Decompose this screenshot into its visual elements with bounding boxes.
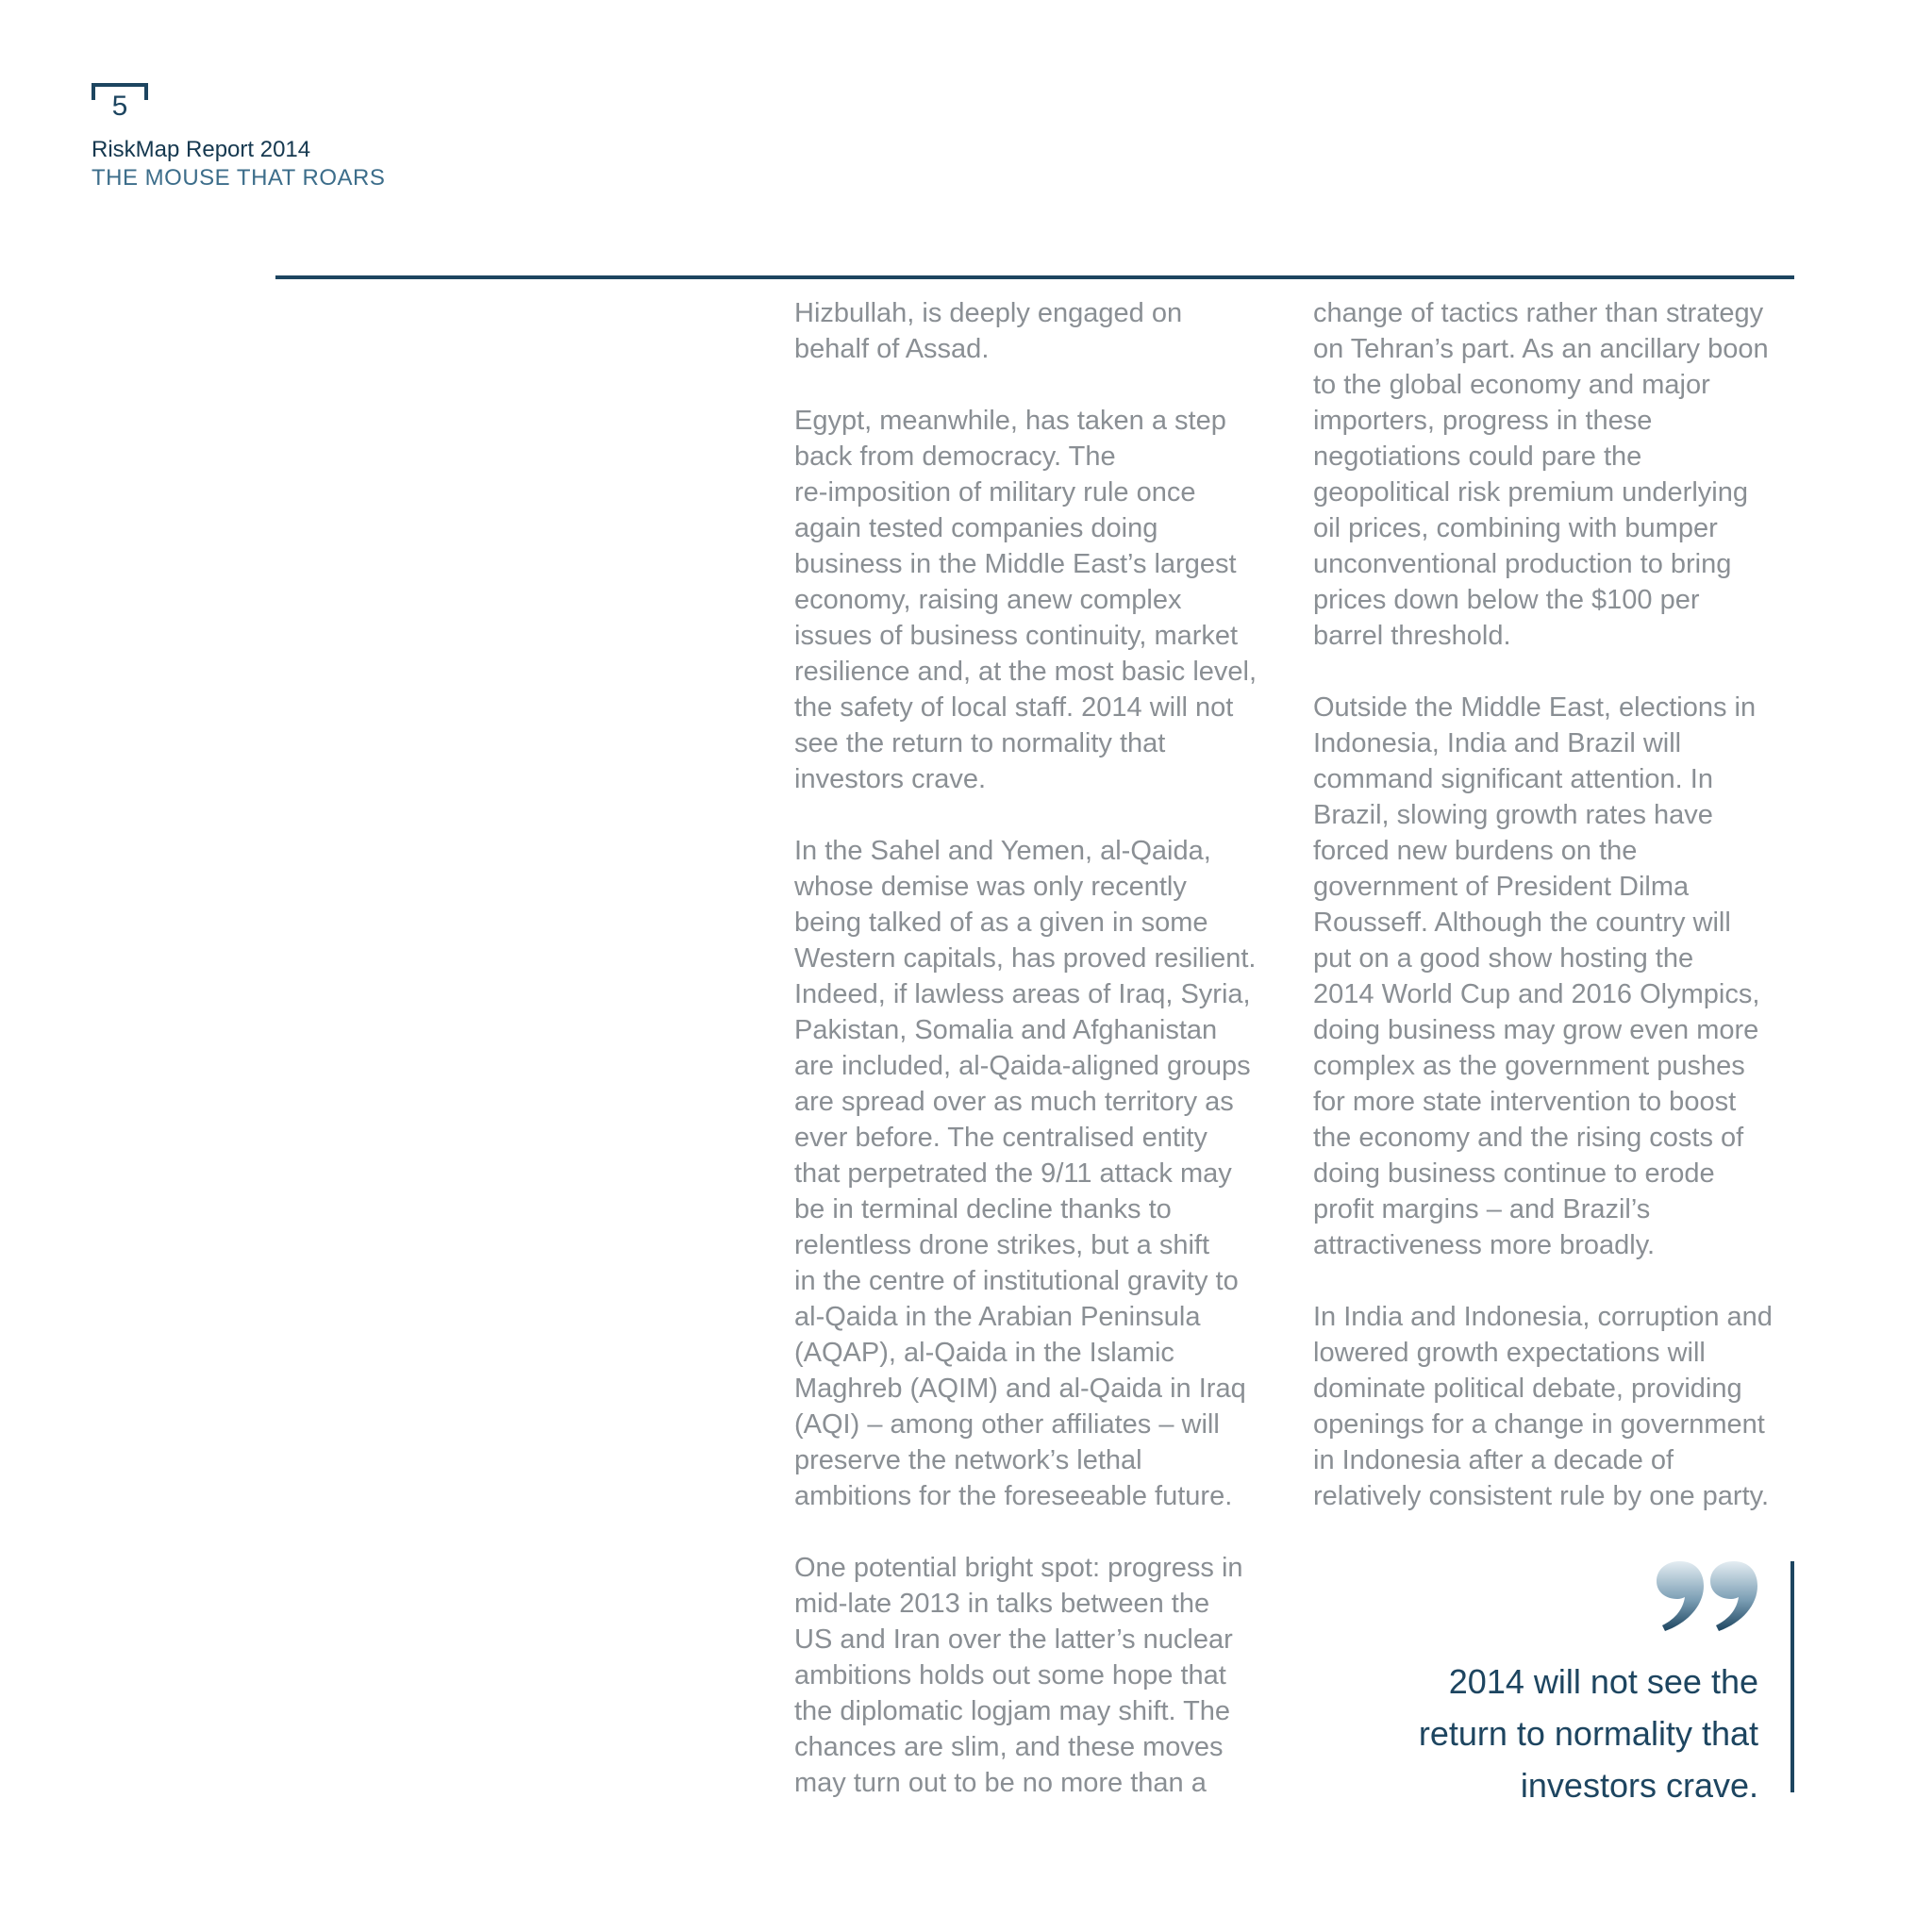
text-line: Western capitals, has proved resilient. — [794, 943, 1257, 974]
text-line: change of tactics rather than strategy — [1313, 298, 1764, 328]
text-line: whose demise was only recently — [794, 872, 1187, 902]
text-line: profit margins – and Brazil’s — [1313, 1194, 1651, 1224]
pull-quote-text — [1419, 1656, 1758, 1811]
text-line: resilience and, at the most basic level, — [794, 657, 1257, 687]
text-line: business in the Middle East’s largest — [794, 549, 1237, 579]
text-line: US and Iran over the latter’s nuclear — [794, 1624, 1233, 1655]
text-line: are spread over as much territory as — [794, 1087, 1234, 1117]
pull-quote-line: return to normality that — [1418, 1714, 1758, 1753]
pull-quote — [1358, 1561, 1794, 1805]
text-line: are included, al-Qaida-aligned groups — [794, 1051, 1251, 1081]
text-line: importers, progress in these — [1313, 406, 1653, 436]
text-line: doing business may grow even more — [1313, 1015, 1759, 1045]
text-line: economy, raising anew complex — [794, 585, 1182, 615]
text-line: behalf of Assad. — [794, 334, 990, 364]
text-line: complex as the government pushes — [1313, 1051, 1745, 1081]
text-line: In the Sahel and Yemen, al-Qaida, — [794, 836, 1211, 866]
text-line: (AQI) – among other affiliates – will — [794, 1409, 1220, 1440]
text-line: doing business continue to erode — [1313, 1158, 1715, 1189]
text-line: Brazil, slowing growth rates have — [1313, 800, 1713, 830]
text-line: government of President Dilma — [1313, 872, 1690, 902]
text-line: (AQAP), al-Qaida in the Islamic — [794, 1338, 1174, 1368]
text-line: lowered growth expectations will — [1313, 1338, 1706, 1368]
page-number-marker — [92, 83, 148, 123]
text-line: relatively consistent rule by one party. — [1313, 1481, 1770, 1511]
text-line: Outside the Middle East, elections in — [1313, 692, 1757, 723]
text-line: to the global economy and major — [1313, 370, 1710, 400]
paragraph — [794, 833, 1285, 1514]
text-line: in the centre of institutional gravity to — [794, 1266, 1239, 1296]
text-line: the safety of local staff. 2014 will not — [794, 692, 1234, 723]
text-line: the economy and the rising costs of — [1313, 1123, 1744, 1153]
text-line: re-imposition of military rule once — [794, 477, 1196, 508]
text-line: unconventional production to bring — [1313, 549, 1732, 579]
text-line: Rousseff. Although the country will — [1313, 908, 1731, 938]
closing-quote-icon — [1655, 1561, 1758, 1631]
text-line: Indeed, if lawless areas of Iraq, Syria, — [794, 979, 1251, 1009]
text-line: command significant attention. In — [1313, 764, 1713, 794]
report-subtitle: THE MOUSE THAT ROARS — [92, 165, 386, 191]
page-number: 5 — [111, 91, 128, 122]
text-line: forced new burdens on the — [1313, 836, 1638, 866]
text-line: oil prices, combining with bumper — [1313, 513, 1718, 543]
text-line: relentless drone strikes, but a shift — [794, 1230, 1210, 1260]
text-line: barrel threshold. — [1313, 621, 1511, 651]
text-line: put on a good show hosting the — [1313, 943, 1694, 974]
text-line: that perpetrated the 9/11 attack may — [794, 1158, 1232, 1189]
text-line: negotiations could pare the — [1313, 441, 1642, 472]
text-line: issues of business continuity, market — [794, 621, 1239, 651]
text-line: One potential bright spot: progress in — [794, 1553, 1243, 1583]
paragraph — [794, 403, 1285, 797]
text-line: geopolitical risk premium underlying — [1313, 477, 1748, 508]
text-line: al-Qaida in the Arabian Peninsula — [794, 1302, 1201, 1332]
text-line: prices down below the $100 per — [1313, 585, 1700, 615]
text-line: In India and Indonesia, corruption and — [1313, 1302, 1773, 1332]
body-column-right — [1313, 295, 1804, 1550]
text-line: ambitions holds out some hope that — [794, 1660, 1226, 1690]
text-line: ambitions for the foreseeable future. — [794, 1481, 1233, 1511]
text-line: 2014 World Cup and 2016 Olympics, — [1313, 979, 1760, 1009]
text-line: Indonesia, India and Brazil will — [1313, 728, 1682, 758]
text-line: openings for a change in government — [1313, 1409, 1765, 1440]
text-line: being talked of as a given in some — [794, 908, 1208, 938]
text-line: ever before. The centralised entity — [794, 1123, 1208, 1153]
pull-quote-line: 2014 will not see the — [1448, 1662, 1758, 1701]
text-line: be in terminal decline thanks to — [794, 1194, 1172, 1224]
text-line: for more state intervention to boost — [1313, 1087, 1737, 1117]
pull-quote-line: investors crave. — [1520, 1766, 1758, 1805]
text-line: dominate political debate, providing — [1313, 1374, 1742, 1404]
text-line: Pakistan, Somalia and Afghanistan — [794, 1015, 1218, 1045]
text-line: attractiveness more broadly. — [1313, 1230, 1656, 1260]
paragraph — [1313, 1299, 1804, 1514]
text-line: mid-late 2013 in talks between the — [794, 1589, 1210, 1619]
paragraph — [1313, 295, 1804, 654]
text-line: back from democracy. The — [794, 441, 1116, 472]
body-column-left — [794, 295, 1285, 1837]
text-line: Maghreb (AQIM) and al-Qaida in Iraq — [794, 1374, 1246, 1404]
text-line: may turn out to be no more than a — [794, 1768, 1207, 1798]
text-line: chances are slim, and these moves — [794, 1732, 1224, 1762]
paragraph — [794, 295, 1285, 367]
paragraph — [1313, 690, 1804, 1263]
pull-quote-bar — [1790, 1561, 1794, 1792]
text-line: preserve the network’s lethal — [794, 1445, 1142, 1475]
text-line: see the return to normality that — [794, 728, 1166, 758]
paragraph — [794, 1550, 1285, 1801]
text-line: again tested companies doing — [794, 513, 1158, 543]
text-line: investors crave. — [794, 764, 987, 794]
text-line: Egypt, meanwhile, has taken a step — [794, 406, 1226, 436]
text-line: on Tehran’s part. As an ancillary boon — [1313, 334, 1769, 364]
text-line: Hizbullah, is deeply engaged on — [794, 298, 1183, 328]
text-line: in Indonesia after a decade of — [1313, 1445, 1674, 1475]
report-title: RiskMap Report 2014 — [92, 137, 311, 162]
header-rule — [275, 275, 1794, 279]
text-line: the diplomatic logjam may shift. The — [794, 1696, 1231, 1726]
